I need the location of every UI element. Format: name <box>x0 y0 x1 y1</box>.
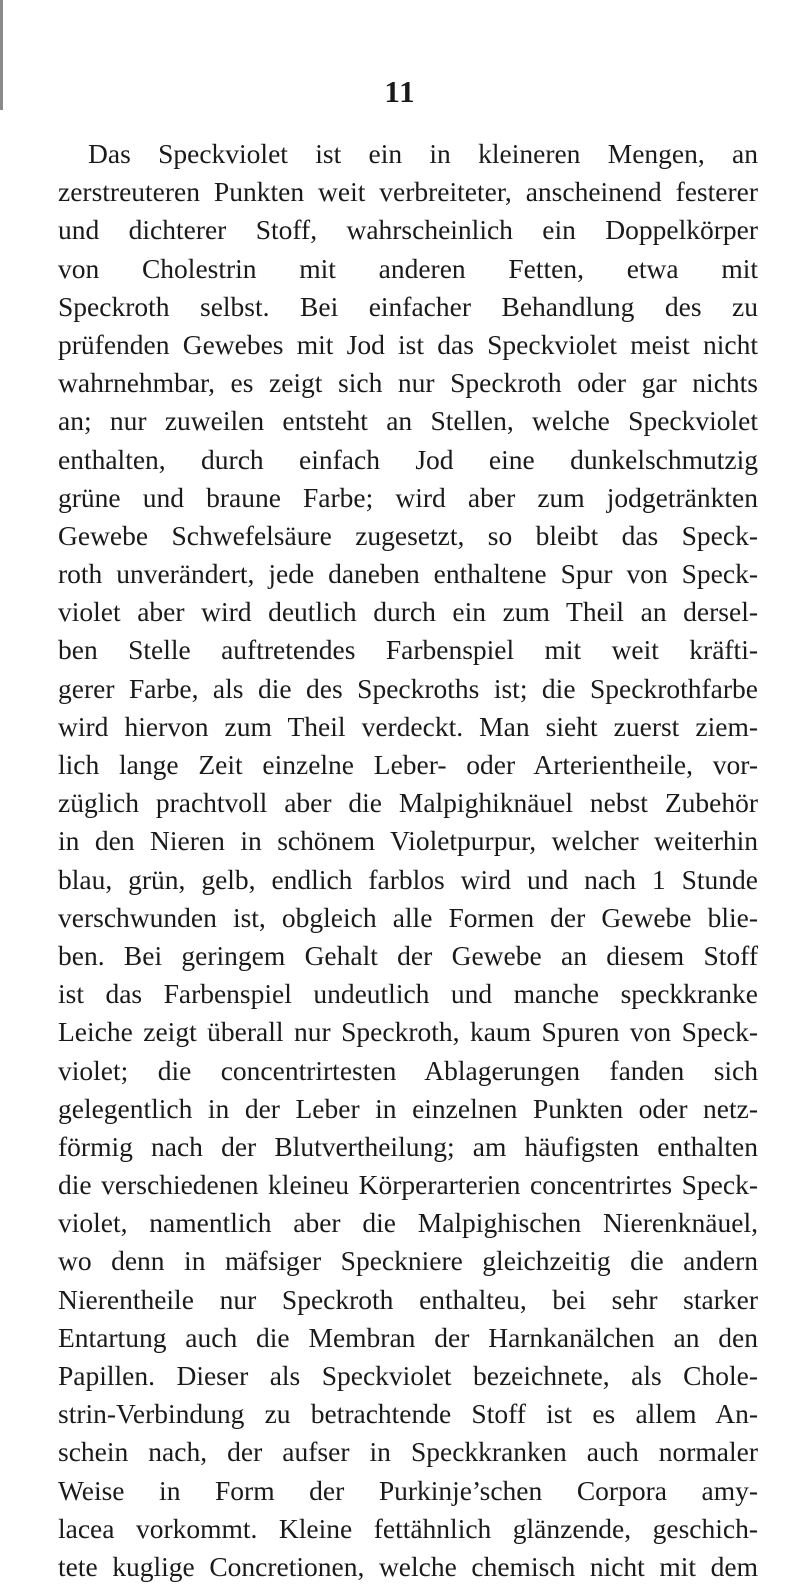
text-line: an; nur zuweilen entsteht an Stellen, welche Speckviolet <box>58 405 758 437</box>
text-line: ben Stelle auftretendes Farbenspiel mit weit kräfti- <box>58 634 758 666</box>
text-line: lacea vorkommt. Kleine fettähnlich glänzende, geschich- <box>58 1512 758 1544</box>
text-line: violet, namentlich aber die Malpighischen Nierenknäuel, <box>58 1207 758 1239</box>
body-text <box>58 135 758 1586</box>
text-line: strin-Verbindung zu betrachtende Stoff ist es allem An- <box>58 1398 758 1430</box>
text-line: Das Speckviolet ist ein in kleineren Mengen, an <box>88 138 758 169</box>
text-line: zerstreuteren Punkten weit verbreiteter, anscheinend festerer <box>58 176 758 208</box>
text-line: wahrnehmbar, es zeigt sich nur Speckroth oder gar nichts <box>58 367 758 399</box>
text-line: züglich prachtvoll aber die Malpighiknäuel nebst Zubehör <box>58 787 758 819</box>
text-line: Gewebe Schwefelsäure zugesetzt, so bleibt das Speck- <box>58 519 758 551</box>
text-line: schein nach, der aufser in Speckkranken auch normaler <box>58 1436 758 1468</box>
text-line: Leiche zeigt überall nur Speckroth, kaum Spuren von Speck- <box>58 1016 758 1048</box>
text-line: lich lange Zeit einzelne Leber- oder Arterientheile, vor- <box>58 749 758 780</box>
text-line: enthalten, durch einfach Jod eine dunkelschmutzig <box>58 443 758 475</box>
page-number: 11 <box>384 74 416 109</box>
text-line: Entartung auch die Membran der Harnkanälchen an den <box>58 1321 758 1353</box>
text-line: tete kuglige Concretionen, welche chemisch nicht mit dem <box>58 1550 758 1582</box>
text-line: Papillen. Dieser als Speckviolet bezeichnete, als Chole- <box>58 1360 758 1391</box>
text-line: die verschiedenen kleineu Körperarterien concentrirtes Speck- <box>58 1169 758 1201</box>
text-line: gerer Farbe, als die des Speckroths ist; die Speckrothfarbe <box>58 672 758 704</box>
text-line: Nierentheile nur Speckroth enthalteu, bei sehr starker <box>58 1283 758 1315</box>
text-line: wo denn in mäfsiger Speckniere gleichzeitig die andern <box>58 1245 758 1277</box>
text-line: blau, grün, gelb, endlich farblos wird und nach 1 Stunde <box>58 863 758 895</box>
text-line: Speckroth selbst. Bei einfacher Behandlung des zu <box>58 290 758 322</box>
text-line: grüne und braune Farbe; wird aber zum jodgetränkten <box>58 481 758 513</box>
text-line: Weise in Form der Purkinje’schen Corpora amy- <box>58 1474 758 1506</box>
text-line: gelegentlich in der Leber in einzelnen Punkten oder netz- <box>58 1092 758 1124</box>
text-line: ben. Bei geringem Gehalt der Gewebe an diesem Stoff <box>58 939 758 971</box>
text-line: in den Nieren in schönem Violetpurpur, welcher weiterhin <box>58 825 758 857</box>
text-line: ist das Farbenspiel undeutlich und manche speckkranke <box>58 978 758 1010</box>
text-line: von Cholestrin mit anderen Fetten, etwa mit <box>58 252 758 284</box>
text-line: violet; die concentrirtesten Ablagerungen fanden sich <box>58 1054 758 1086</box>
text-line: und dichterer Stoff, wahrscheinlich ein Doppelkörper <box>58 214 758 246</box>
text-line: wird hiervon zum Theil verdeckt. Man sieht zuerst ziem- <box>58 710 758 742</box>
text-line: förmig nach der Blutvertheilung; am häufigsten enthalten <box>58 1130 758 1162</box>
text-line: prüfenden Gewebes mit Jod ist das Speckviolet meist nicht <box>58 328 758 360</box>
text-line: violet aber wird deutlich durch ein zum Theil an dersel- <box>58 596 758 628</box>
text-line: roth unverändert, jede daneben enthaltene Spur von Speck- <box>58 558 758 590</box>
text-line: verschwunden ist, obgleich alle Formen der Gewebe blie- <box>58 901 758 933</box>
